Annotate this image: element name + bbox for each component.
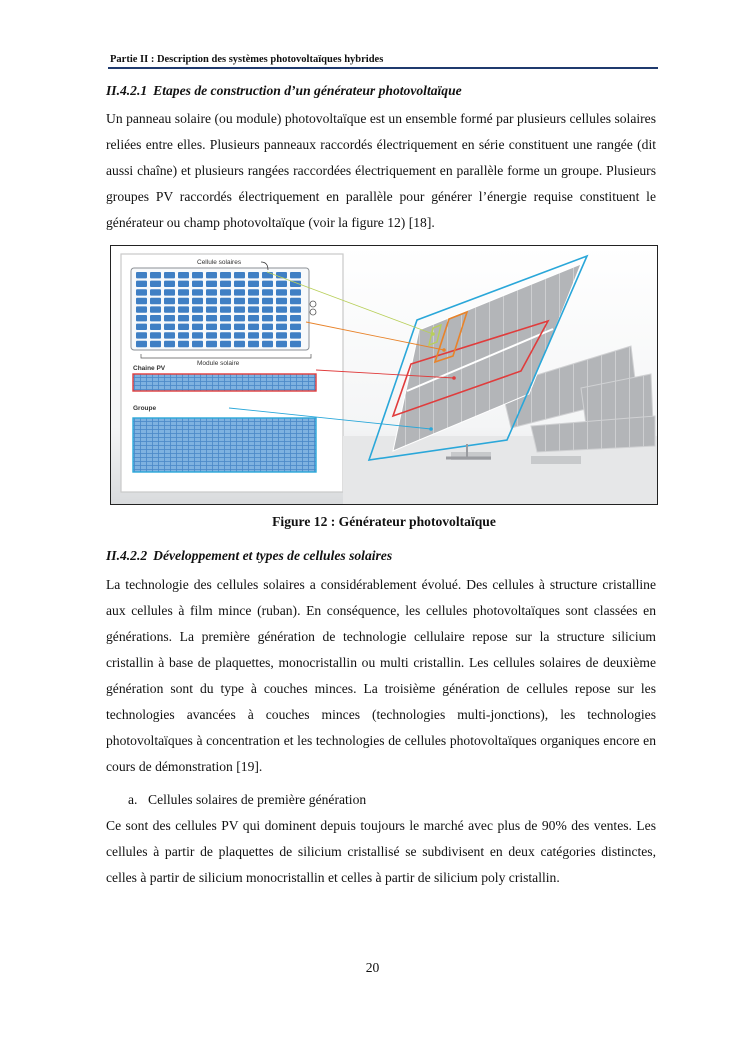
solar-cell [220,341,231,347]
solar-cell [150,298,161,304]
solar-cell [262,315,273,321]
solar-cell [178,341,189,347]
solar-cell [220,289,231,295]
solar-cell [136,341,147,347]
solar-cell [220,332,231,338]
label-cells: Cellule solaires [197,259,242,266]
solar-cell [290,289,301,295]
solar-cell [164,306,175,312]
solar-cell [192,315,203,321]
solar-cell [248,289,259,295]
solar-cell [192,281,203,287]
solar-cell [276,324,287,330]
solar-cell [150,306,161,312]
solar-cell [164,332,175,338]
solar-cell [136,324,147,330]
solar-cell [248,324,259,330]
solar-cell [206,315,217,321]
solar-cell [262,324,273,330]
solar-cell [178,272,189,278]
solar-cell [164,341,175,347]
list-marker: a. [128,792,138,807]
solar-cell [178,281,189,287]
running-header: Partie II : Description des systèmes photovoltaïques hybrides [110,54,384,65]
solar-cell [178,315,189,321]
figure-caption: Figure 12 : Générateur photovoltaïque [272,514,496,529]
label-group: Groupe [133,405,157,412]
paragraph-cell-types: La technologie des cellules solaires a considérablement évolué. Des cellules à structure cristalline aux cellules à film mince (ruban). En conséquence, les cellules photovoltaïques sont classées en générations. La première génération de technologie cellulaire repose sur la structure silicium cristallin à base de plaquettes, monocristallin ou multi cristallin. Les cellules solaires de deuxième génération sont du type à couches minces. La troisième génération de cellules repose sur les technologies avancées à couches minces (technologies multi-jonctions), les technologies photovoltaïques à concentration et les technologies de cellules photovoltaïques organiques encore en cours de démonstration [19]. [106,577,656,774]
solar-cell [164,315,175,321]
terminal-minus-icon [310,309,316,315]
solar-cell [262,281,273,287]
solar-cell [150,341,161,347]
solar-cell [136,332,147,338]
solar-cell [234,306,245,312]
label-module: Module solaire [197,360,240,367]
solar-cell [262,298,273,304]
solar-cell [248,332,259,338]
solar-cell [290,298,301,304]
solar-cell [290,315,301,321]
solar-cell [150,281,161,287]
solar-cell [206,298,217,304]
solar-cell [150,289,161,295]
list-item-first-generation [128,792,366,808]
solar-cell [262,306,273,312]
section-title: Développement et types de cellules solaires [153,548,393,563]
list-item-text: Cellules solaires de première génération [148,792,367,807]
solar-cell [136,315,147,321]
solar-cell [220,315,231,321]
solar-cell [206,324,217,330]
solar-cell [164,298,175,304]
header-rule [108,67,658,69]
solar-cell [206,281,217,287]
solar-cell [290,306,301,312]
solar-cell [276,298,287,304]
paragraph-construction: Un panneau solaire (ou module) photovoltaïque est un ensemble formé par plusieurs cellules solaires reliées entre elles. Plusieurs panneaux raccordés électriquement en série constituent une rangée (dit aussi chaîne) et plusieurs rangées raccordées électriquement en parallèle forme un groupe. Plusieurs groupes PV raccordés électriquement en parallèle pour générer l’énergie requise constituent le générateur ou champ photovoltaïque (voir la figure 12) [18]. [106,111,656,230]
section-number: II.4.2.1 [106,83,148,98]
solar-cell [206,272,217,278]
solar-cell [248,341,259,347]
section-heading-4-2-2 [106,548,392,564]
solar-cell [178,289,189,295]
section-heading-4-2-1 [106,83,462,99]
figure-pv-generator [110,245,658,505]
solar-cell [192,272,203,278]
solar-cell [276,332,287,338]
solar-cell [178,306,189,312]
solar-cell [248,272,259,278]
solar-cell [248,281,259,287]
solar-cell [150,315,161,321]
solar-cell [262,289,273,295]
solar-cell [248,315,259,321]
solar-cell [206,332,217,338]
solar-cell [290,341,301,347]
solar-cell [248,306,259,312]
solar-cell [164,281,175,287]
solar-cell [234,281,245,287]
terminal-plus-icon [310,301,316,307]
solar-cell [276,341,287,347]
solar-cell [150,324,161,330]
solar-cell [276,289,287,295]
label-string: Chaine PV [133,365,166,372]
solar-cell [234,289,245,295]
solar-cell [290,272,301,278]
solar-cell [192,341,203,347]
solar-cell [234,341,245,347]
solar-cell [220,306,231,312]
solar-cell [192,298,203,304]
solar-cell [248,298,259,304]
solar-cell [178,332,189,338]
paragraph-first-generation: Ce sont des cellules PV qui dominent depuis toujours le marché avec plus de 90% des ventes. Les cellules à partir de plaquettes de silicium cristallisé se subdivisent en deux catégories distinctes, celles à partir de silicium monocristallin et celles à partir de silicium poly cristallin. [106,818,656,885]
solar-cell [206,341,217,347]
solar-cell [290,324,301,330]
solar-cell [178,298,189,304]
section-number: II.4.2.2 [106,548,148,563]
solar-cell [276,315,287,321]
solar-cell [192,324,203,330]
solar-cell [276,306,287,312]
solar-cell [220,272,231,278]
solar-cell [136,272,147,278]
pv-group-diagram [133,418,316,472]
solar-cell [262,341,273,347]
solar-cell [136,289,147,295]
solar-cell [136,281,147,287]
solar-cell [206,306,217,312]
solar-cell [262,332,273,338]
solar-cell [220,324,231,330]
solar-cell [164,324,175,330]
page-number: 20 [365,960,380,975]
solar-cell [234,324,245,330]
solar-cell [220,298,231,304]
solar-cell [136,306,147,312]
pv-string-diagram [133,374,316,391]
solar-cell [234,272,245,278]
solar-cell [192,306,203,312]
solar-cell [192,289,203,295]
solar-cell [234,332,245,338]
solar-cell [276,281,287,287]
solar-cell [192,332,203,338]
section-title: Etapes de construction d’un générateur photovoltaïque [153,83,462,98]
solar-cell [206,289,217,295]
solar-cell [136,298,147,304]
solar-cell [234,298,245,304]
solar-cell [234,315,245,321]
solar-cell [220,281,231,287]
solar-cell [178,324,189,330]
solar-cell [262,272,273,278]
solar-cell [150,272,161,278]
pv-generator-illustration [111,246,657,504]
solar-cell [164,272,175,278]
solar-cell [290,332,301,338]
solar-cell [164,289,175,295]
solar-cell [150,332,161,338]
